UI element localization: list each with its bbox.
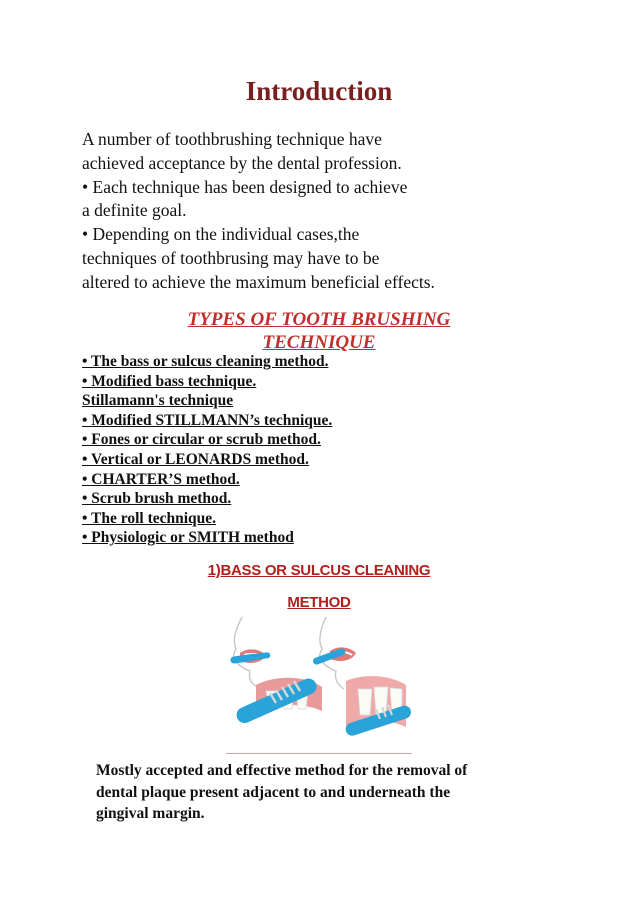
intro-line: • Depending on the individual cases,the bbox=[82, 224, 360, 245]
toothbrush-closeup-right-icon bbox=[344, 676, 412, 737]
closing-paragraph bbox=[96, 760, 536, 825]
page-title: Introduction bbox=[245, 76, 393, 106]
toothbrush-closeup-left-icon bbox=[234, 676, 322, 726]
list-item: • The roll technique. bbox=[82, 509, 217, 527]
bass-technique-illustration bbox=[226, 615, 412, 755]
types-heading-line2: TECHNIQUE bbox=[262, 332, 376, 353]
list-item: • CHARTER’S method. bbox=[82, 470, 240, 488]
list-item: • Fones or circular or scrub method. bbox=[82, 431, 321, 449]
types-heading-line1: TYPES OF TOOTH BRUSHING bbox=[187, 309, 451, 330]
closing-line: Mostly accepted and effective method for the removal of bbox=[96, 762, 468, 779]
illustration-divider bbox=[226, 753, 412, 754]
list-item: • Modified bass technique. bbox=[82, 372, 257, 390]
technique-list bbox=[82, 352, 332, 548]
intro-line: altered to achieve the maximum beneficial effects. bbox=[82, 271, 435, 292]
list-item: • Modified STILLMANN’s technique. bbox=[82, 411, 333, 429]
closing-line: gingival margin. bbox=[96, 805, 205, 822]
intro-line: techniques of toothbrusing may have to be bbox=[82, 247, 380, 268]
list-item: • Vertical or LEONARDS method. bbox=[82, 450, 309, 468]
intro-line: achieved acceptance by the dental profession. bbox=[82, 152, 402, 173]
section-heading-line2: METHOD bbox=[287, 594, 351, 611]
intro-line: A number of toothbrushing technique have bbox=[82, 129, 382, 149]
intro-paragraph bbox=[82, 128, 552, 295]
intro-line: a definite goal. bbox=[82, 200, 187, 221]
list-item: • Scrub brush method. bbox=[82, 490, 232, 508]
face-profile-right-icon bbox=[312, 617, 356, 689]
section-heading-line1: 1)BASS OR SULCUS CLEANING bbox=[207, 562, 431, 579]
list-item: • The bass or sulcus cleaning method. bbox=[82, 353, 329, 370]
list-item: • Physiologic or SMITH method bbox=[82, 529, 294, 547]
list-item: Stillamann's technique bbox=[82, 392, 234, 410]
intro-line: • Each technique has been designed to achieve bbox=[82, 176, 408, 197]
face-profile-left-icon bbox=[230, 617, 271, 687]
closing-line: dental plaque present adjacent to and underneath the bbox=[96, 783, 451, 801]
